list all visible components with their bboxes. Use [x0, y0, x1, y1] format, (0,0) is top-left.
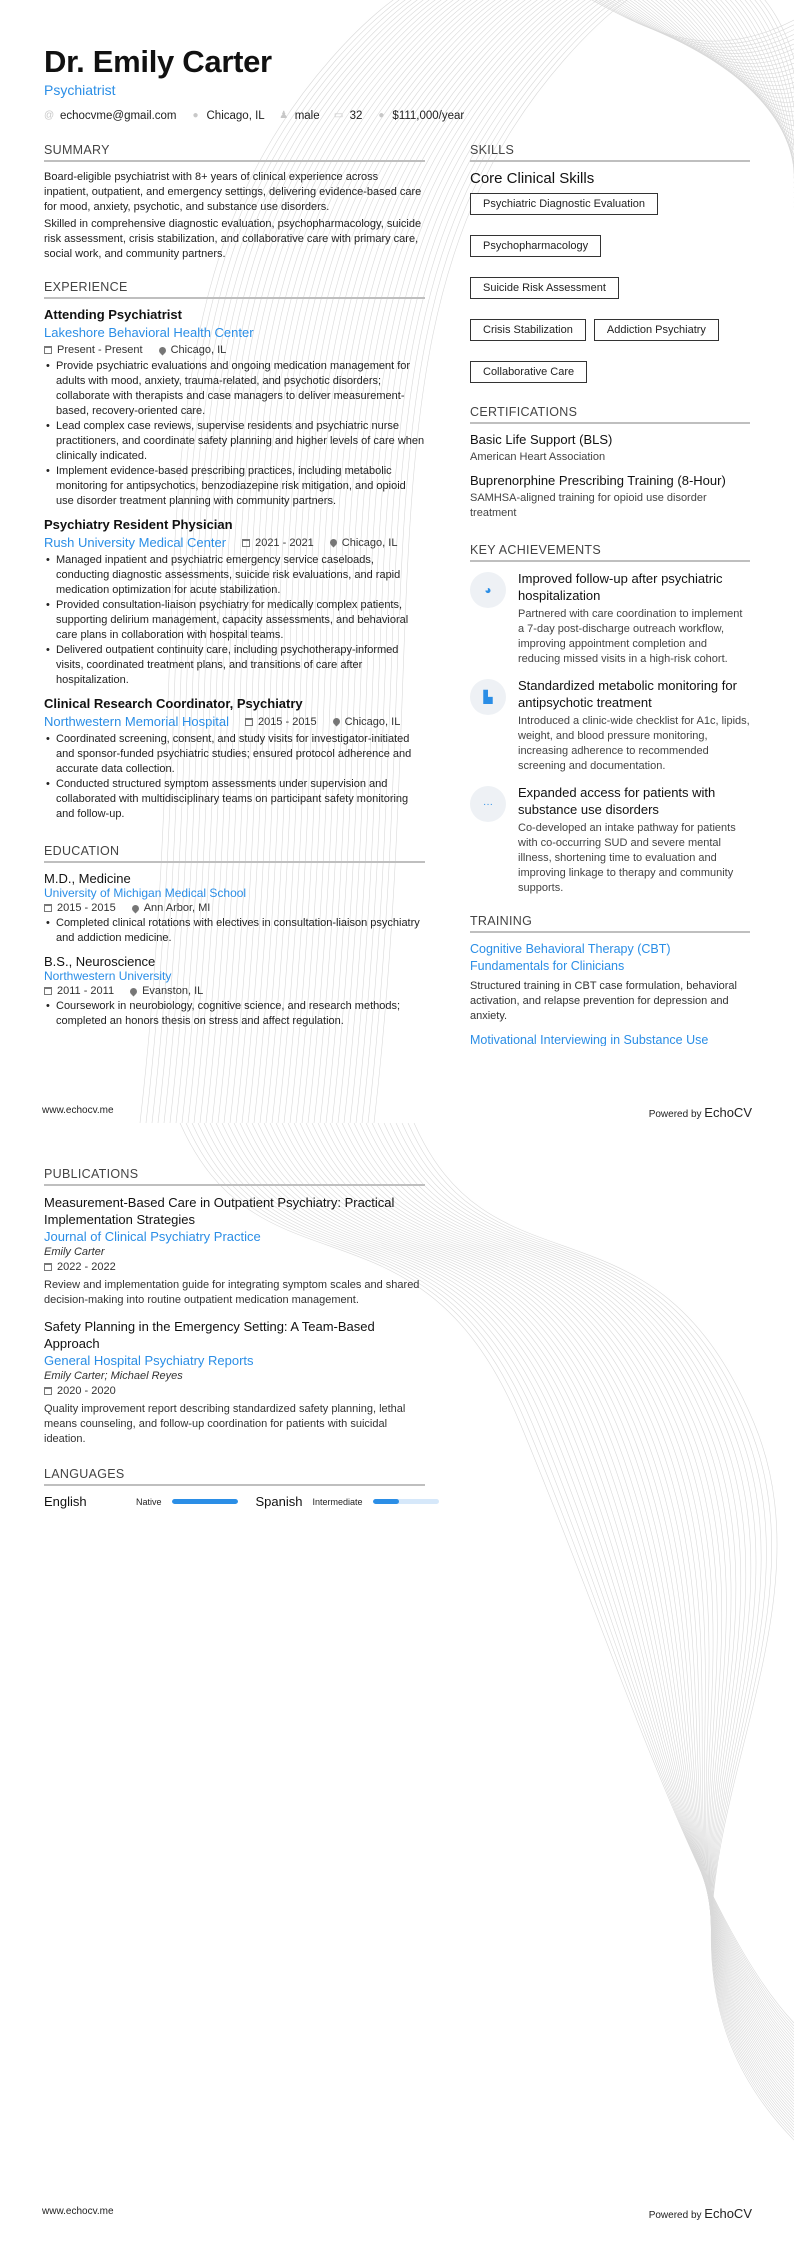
job-bullets: [44, 732, 425, 822]
language-proficiency-bar: [373, 1499, 439, 1504]
certification-name: Basic Life Support (BLS): [470, 432, 613, 447]
publication-title: Measurement-Based Care in Outpatient Psychiatry: Practical Implementation Strategies: [44, 1195, 395, 1227]
training-title: Cognitive Behavioral Therapy (CBT) Fundamentals for Clinicians: [470, 942, 671, 973]
training-description: Structured training in CBT case formulation, behavioral activation, and relapse prevention for depression and anxiety.: [470, 980, 737, 1022]
job-title: Attending Psychiatrist: [44, 307, 182, 322]
calendar-icon: [44, 987, 52, 995]
degree: M.D., Medicine: [44, 871, 131, 886]
calendar-icon: [44, 346, 52, 354]
left-column: [44, 143, 425, 1037]
achievement-item: [470, 784, 750, 896]
pie-chart-icon: ◕: [470, 572, 506, 608]
job-organization: Rush University Medical Center: [44, 535, 227, 550]
certification-name: Buprenorphine Prescribing Training (8-Hour): [470, 473, 726, 488]
language-item: [256, 1494, 439, 1509]
achievement-description: Partnered with care coordination to implement a 7-day post-discharge outreach workflow, improving appointment completion and reducing missed visits in a high-risk cohort.: [518, 608, 743, 665]
location-pin-icon: [157, 345, 167, 355]
bullet-item: • Provided consultation-liaison psychiatry for medically complex patients, supporting delirium management, capacity assessments, and behavioral care plans in collaboration with hospital teams.: [44, 598, 425, 643]
bullet-item: • Delivered outpatient continuity care, including psychotherapy-informed visits, coordinated treatment plans, and transitions of care after hospitalization.: [44, 643, 425, 688]
job-dates: 2015 - 2015: [257, 715, 317, 728]
training-heading: TRAINING: [470, 914, 750, 933]
contact-gender: ♟ male: [279, 110, 320, 122]
school: Northwestern University: [44, 969, 172, 983]
education-entry: [44, 954, 425, 1029]
education-section: [44, 844, 425, 1029]
achievement-title: Expanded access for patients with substance use disorders: [518, 785, 716, 817]
education-dates: 2015 - 2015: [57, 902, 116, 914]
experience-section: [44, 280, 425, 822]
publications-section: [44, 1167, 425, 1447]
languages-heading: LANGUAGES: [44, 1467, 425, 1486]
bullet-item: • Provide psychiatric evaluations and ongoing medication management for adults with mood, anxiety, trauma-related, and psychotic disorders; collaborate with therapists and case managers to deliver measurement-based, recovery-oriented care.: [44, 359, 425, 419]
echocv-brand: EchoCV: [704, 1105, 752, 1120]
calendar-icon: [44, 1263, 52, 1271]
calendar-icon: [44, 904, 52, 912]
left-column: [44, 1167, 425, 1509]
languages-section: [44, 1467, 425, 1509]
achievement-item: [470, 570, 750, 667]
job-entry: [44, 517, 425, 688]
echocv-brand: EchoCV: [704, 2206, 752, 2221]
certifications-heading: CERTIFICATIONS: [470, 405, 750, 424]
skill-chip: Crisis Stabilization: [470, 319, 586, 341]
achievement-description: Introduced a clinic-wide checklist for A1c, lipids, weight, and blood pressure monitoring, increasing adherence to recommended screening and documentation.: [518, 715, 750, 772]
education-entry: [44, 871, 425, 946]
job-bullets: [44, 359, 425, 509]
publications-heading: PUBLICATIONS: [44, 1167, 425, 1186]
education-location: Ann Arbor, MI: [143, 902, 211, 914]
certifications-section: [470, 405, 750, 521]
location-pin-icon: [130, 903, 140, 913]
skill-chip: Suicide Risk Assessment: [470, 277, 619, 299]
bullet-item: • Implement evidence-based prescribing practices, including metabolic monitoring for antipsychotics, benzodiazepine risk mitigation, and opioid use disorder treatment planning with community partners.: [44, 464, 425, 509]
report-document-icon: ▙: [470, 679, 506, 715]
achievement-title: Standardized metabolic monitoring for antipsychotic treatment: [518, 678, 737, 710]
publication-title: Safety Planning in the Emergency Setting: A Team-Based Approach: [44, 1319, 375, 1351]
degree: B.S., Neuroscience: [44, 954, 156, 969]
summary-section: [44, 143, 425, 262]
location-pin-icon: [129, 986, 139, 996]
achievement-item: [470, 677, 750, 774]
contact-age: ▭ 32: [333, 110, 363, 122]
education-heading: EDUCATION: [44, 844, 425, 863]
bullet-item: • Completed clinical rotations with electives in consultation-liaison psychiatry and addiction medicine.: [44, 916, 425, 946]
publication-dates: 2020 - 2020: [57, 1385, 116, 1397]
certification-issuer: SAMHSA-aligned training for opioid use disorder treatment: [470, 492, 707, 519]
footer-powered-by: Powered by EchoCV: [648, 1105, 752, 1120]
language-name: English: [44, 1494, 87, 1509]
achievement-title: Improved follow-up after psychiatric hospitalization: [518, 571, 723, 603]
publication-authors: Emily Carter: [44, 1246, 105, 1258]
skill-chips: [470, 193, 750, 383]
job-entry: [44, 696, 425, 822]
language-item: [44, 1494, 238, 1509]
publication-entry: [44, 1194, 425, 1308]
achievements-heading: KEY ACHIEVEMENTS: [470, 543, 750, 562]
skill-chip: Psychopharmacology: [470, 235, 601, 257]
language-proficiency-bar: [172, 1499, 238, 1504]
bullet-item: • Coursework in neurobiology, cognitive science, and research methods; completed an honors thesis on stress and affect regulation.: [44, 999, 425, 1029]
achievements-section: [470, 543, 750, 896]
job-organization: Lakeshore Behavioral Health Center: [44, 325, 254, 340]
job-organization: Northwestern Memorial Hospital: [44, 714, 229, 729]
achievement-description: Co-developed an intake pathway for patients with co-occurring SUD and severe mental illness, shortening time to evaluation and improving linkage to therapy and community supports.: [518, 822, 736, 894]
location-pin-icon: [331, 717, 341, 727]
job-location: Chicago, IL: [344, 715, 401, 728]
publication-entry: [44, 1318, 425, 1447]
job-title: Psychiatry Resident Physician: [44, 517, 233, 532]
resume-header: [44, 44, 464, 122]
calendar-icon: [245, 718, 253, 726]
at-icon: @: [44, 110, 55, 121]
experience-heading: EXPERIENCE: [44, 280, 425, 299]
school: University of Michigan Medical School: [44, 886, 247, 900]
job-entry: [44, 307, 425, 509]
contact-salary: ● $111,000/year: [378, 110, 465, 122]
skills-section: [470, 143, 750, 383]
more-dots-icon: ···: [470, 786, 506, 822]
publication-description: Quality improvement report describing standardized safety planning, lethal means counseling, and follow-up coordination for patients with suicidal ideation.: [44, 1403, 406, 1445]
certification-issuer: American Heart Association: [470, 451, 606, 463]
calendar-icon: [44, 1387, 52, 1395]
skill-chip: Addiction Psychiatry: [594, 319, 719, 341]
training-title: Motivational Interviewing in Substance Use: [470, 1033, 709, 1046]
footer-website-link[interactable]: www.echocv.me: [42, 2206, 114, 2217]
skills-heading: SKILLS: [470, 143, 750, 162]
publication-dates: 2022 - 2022: [57, 1261, 116, 1273]
publication-journal: General Hospital Psychiatry Reports: [44, 1353, 254, 1368]
skill-group-title: Core Clinical Skills: [470, 170, 595, 187]
language-name: Spanish: [255, 1494, 303, 1509]
job-bullets: [44, 553, 425, 688]
salary-icon: ●: [378, 110, 385, 121]
contact-info: [44, 110, 464, 122]
calendar-icon: ▭: [333, 110, 344, 121]
right-column: [470, 143, 750, 1046]
job-dates: Present - Present: [57, 344, 143, 356]
job-location: Chicago, IL: [341, 536, 398, 549]
language-level: Intermediate: [312, 1496, 363, 1507]
publication-authors: Emily Carter; Michael Reyes: [44, 1370, 183, 1382]
job-dates: 2021 - 2021: [255, 536, 314, 549]
skill-chip: Psychiatric Diagnostic Evaluation: [470, 193, 658, 215]
candidate-title: Psychiatrist: [44, 82, 116, 98]
summary-heading: SUMMARY: [44, 143, 425, 162]
location-pin-icon: ●: [192, 110, 199, 121]
publication-journal: Journal of Clinical Psychiatry Practice: [44, 1229, 261, 1244]
job-meta: [44, 344, 425, 356]
location-pin-icon: [328, 538, 338, 548]
publication-description: Review and implementation guide for integrating symptom scales and shared decision-making into routine outpatient medication management.: [44, 1279, 420, 1306]
education-dates: 2011 - 2011: [57, 985, 115, 997]
contact-email[interactable]: @ echocvme@gmail.com: [44, 110, 177, 122]
person-icon: ♟: [279, 110, 289, 121]
summary-paragraph: Board-eligible psychiatrist with 8+ years of clinical experience across inpatient, outpatient, and emergency settings, delivering evidence-based care for mood, anxiety, psychotic, and substance use disorders.: [44, 171, 422, 213]
footer-website-link[interactable]: www.echocv.me: [42, 1105, 114, 1116]
summary-paragraph: Skilled in comprehensive diagnostic evaluation, psychopharmacology, suicide risk assessment, crisis stabilization, and collaborative care with primary care, social work, and community partners.: [44, 218, 422, 260]
calendar-icon: [242, 539, 250, 547]
job-location: Chicago, IL: [170, 344, 227, 356]
bullet-item: • Managed inpatient and psychiatric emergency service caseloads, conducting diagnostic assessments, suicide risk evaluations, and rapid medication optimization for acute stabilization.: [44, 553, 425, 598]
bullet-item: • Conducted structured symptom assessments under supervision and collaborated with multidisciplinary teams on participant safety monitoring and follow-up.: [44, 777, 425, 822]
training-section: [470, 914, 750, 1046]
candidate-name: Dr. Emily Carter: [44, 44, 272, 79]
bullet-item: • Lead complex case reviews, supervise residents and psychiatric nurse practitioners, and coordinate safety planning and higher levels of care when clinically indicated.: [44, 419, 425, 464]
language-level: Native: [136, 1496, 162, 1507]
skill-chip: Collaborative Care: [470, 361, 587, 383]
education-location: Evanston, IL: [142, 985, 204, 997]
resume-page-2: [0, 1123, 794, 2246]
job-title: Clinical Research Coordinator, Psychiatry: [44, 696, 303, 711]
footer-powered-by: Powered by EchoCV: [648, 2206, 752, 2221]
bullet-item: • Coordinated screening, consent, and study visits for investigator-initiated and sponsor-funded psychiatric studies; ensured protocol adherence and accurate data collection.: [44, 732, 425, 777]
contact-location: ● Chicago, IL: [192, 110, 265, 122]
